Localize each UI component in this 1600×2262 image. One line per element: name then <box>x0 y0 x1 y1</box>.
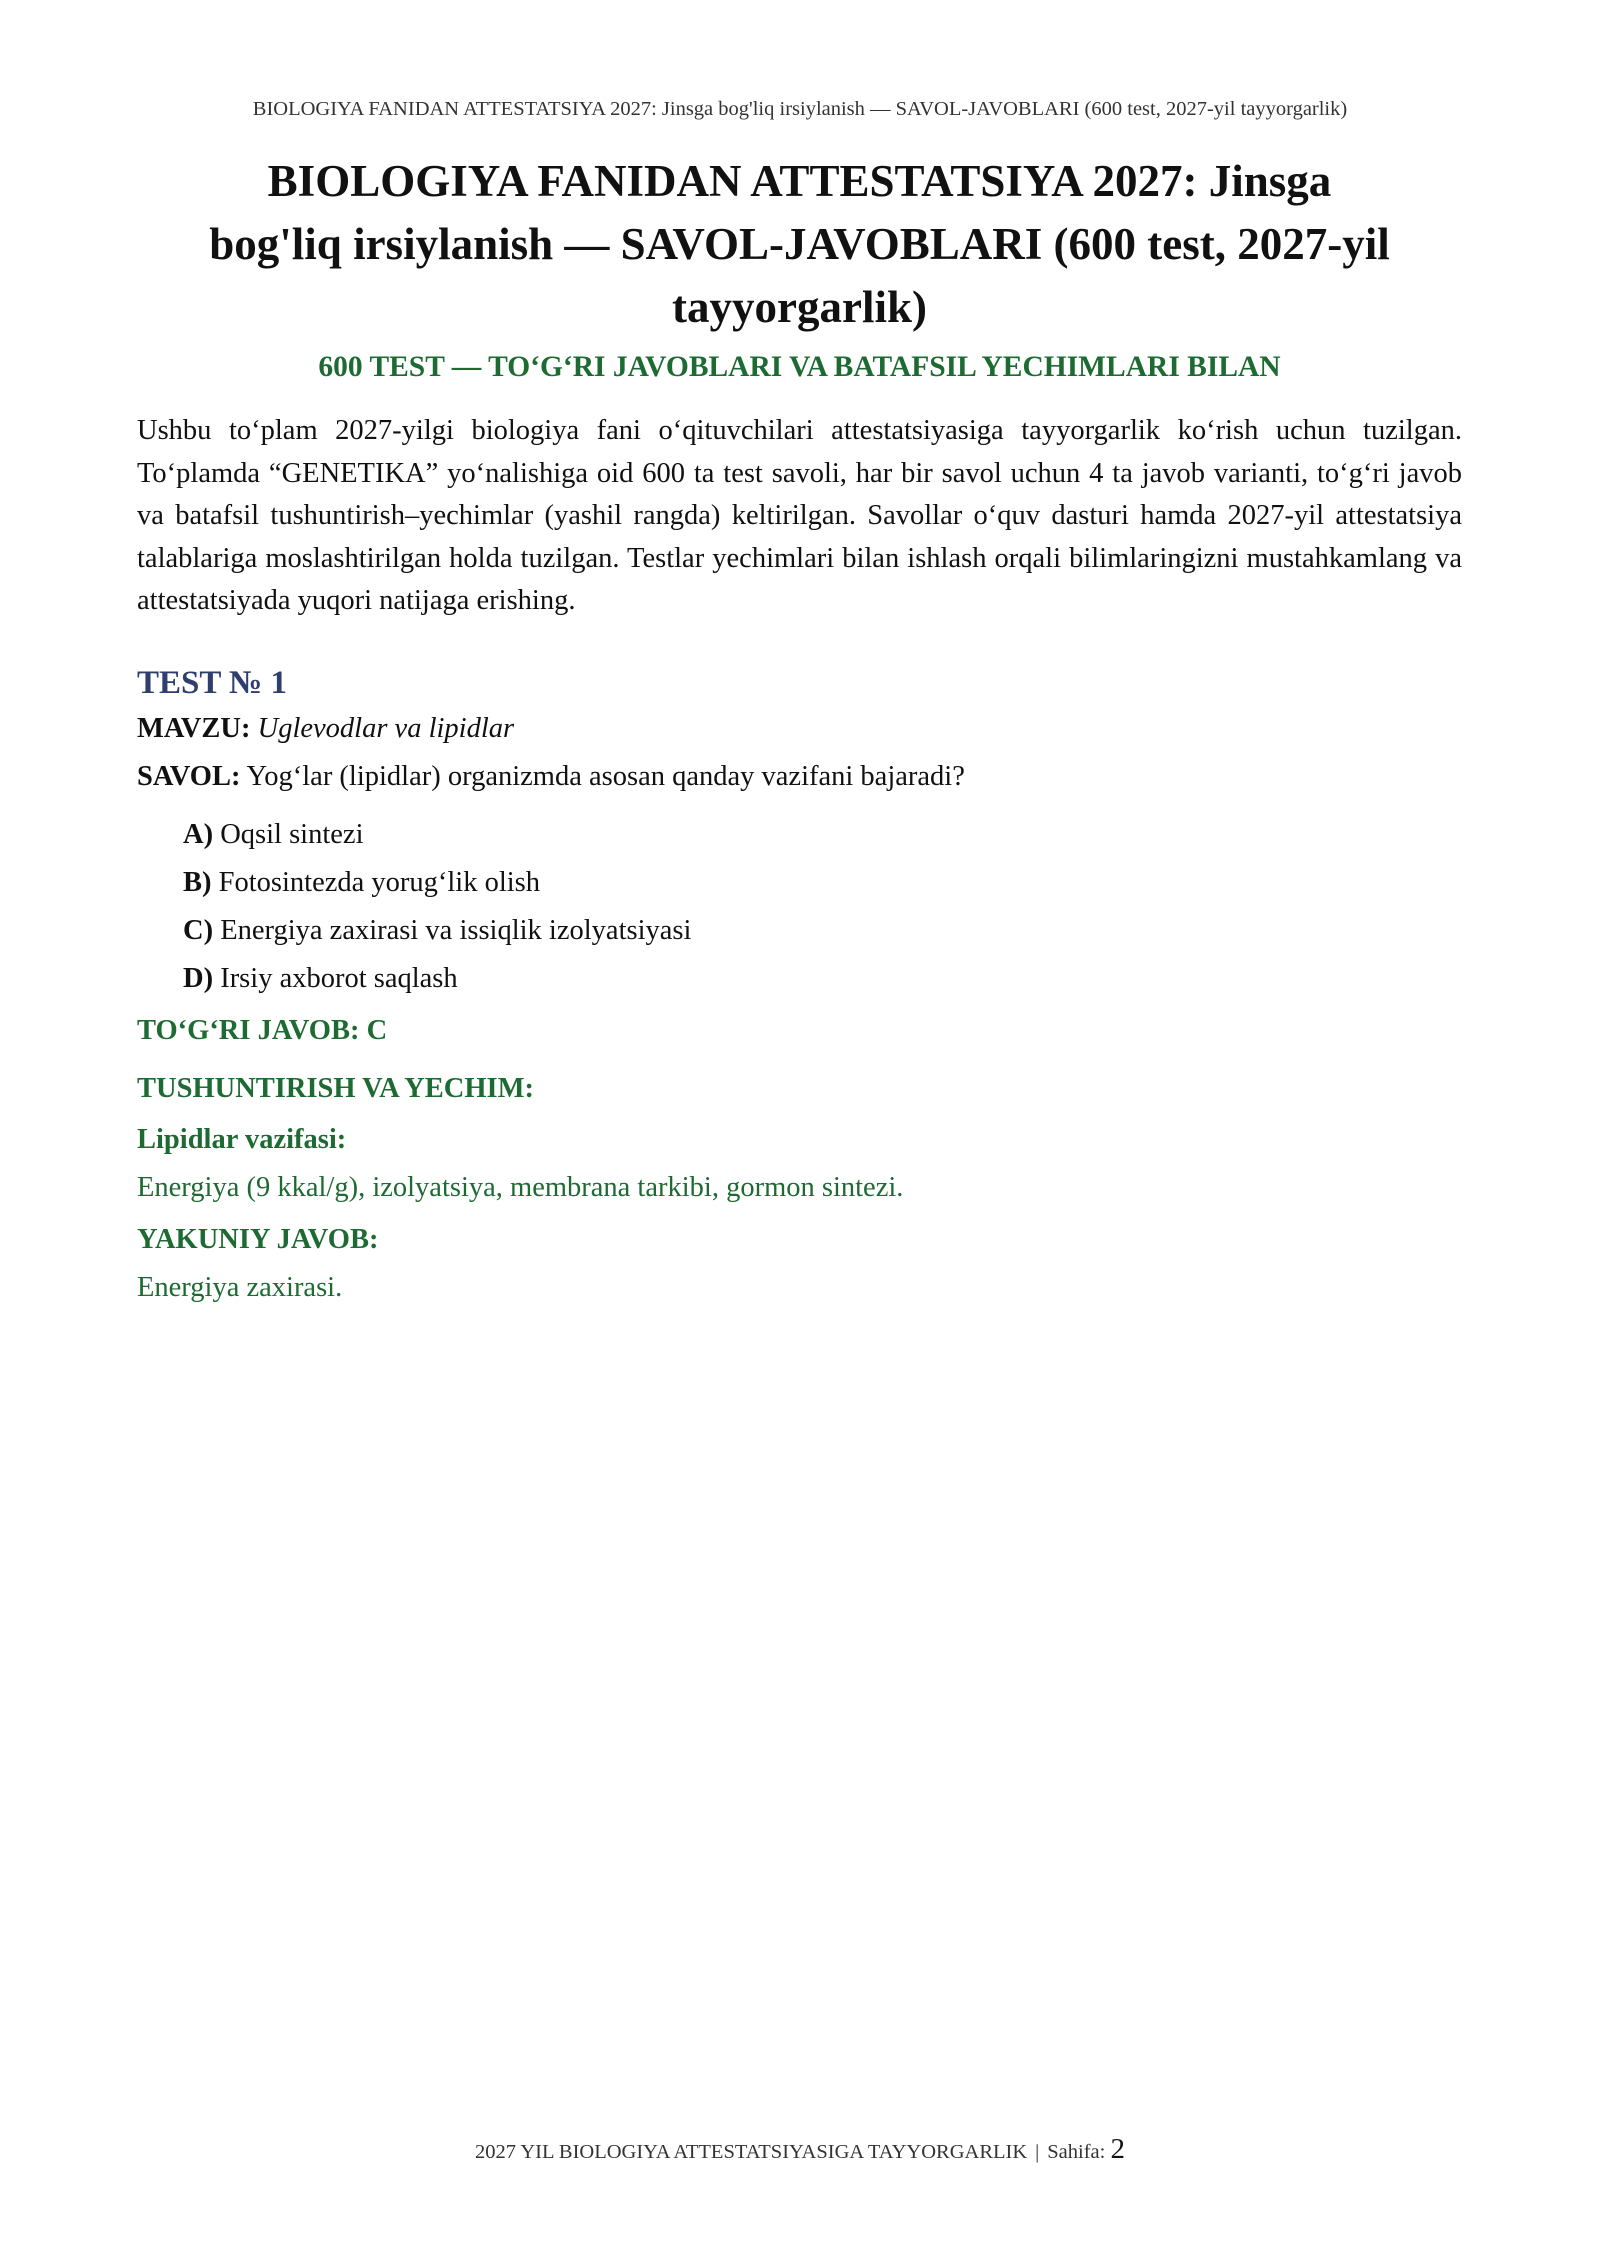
question-line <box>137 757 1462 797</box>
final-answer-heading: YAKUNIY JAVOB: <box>137 1223 379 1255</box>
final-answer-text: Energiya zaxirasi. <box>137 1271 343 1303</box>
explanation-heading: TUSHUNTIRISH VA YECHIM: <box>137 1072 534 1104</box>
option-text: Fotosintezda yorug‘lik olish <box>218 866 541 898</box>
option-text: Irsiy axborot saqlash <box>220 962 458 994</box>
title-line-3: tayyorgarlik) <box>672 282 927 332</box>
page-label: Sahifa: <box>1047 2141 1106 2163</box>
explanation-subheading: Lipidlar vazifasi: <box>137 1123 347 1155</box>
question-text: Yog‘lar (lipidlar) organizmda asosan qanday vazifani bajaradi? <box>246 760 965 792</box>
explanation-text: Energiya (9 kkal/g), izolyatsiya, membrana tarkibi, gormon sintezi. <box>137 1171 904 1203</box>
option-text: Oqsil sintezi <box>220 818 364 850</box>
topic-value: Uglevodlar va lipidlar <box>257 712 515 744</box>
page-footer <box>0 2133 1600 2166</box>
option-letter: D) <box>183 962 214 994</box>
option-letter: B) <box>183 866 212 898</box>
title-line-1: BIOLOGIYA FANIDAN ATTESTATSIYA 2027: Jinsga <box>267 156 1332 206</box>
correct-answer: TO‘G‘RI JAVOB: C <box>137 1014 388 1046</box>
question-label: SAVOL: <box>137 760 241 792</box>
option-text: Energiya zaxirasi va issiqlik izolyatsiyasi <box>220 914 692 946</box>
title-line-2: bog'liq irsiylanish — SAVOL-JAVOBLARI (600 test, 2027-yil <box>209 219 1390 269</box>
topic-label: MAVZU: <box>137 712 251 744</box>
option-letter: C) <box>183 914 214 946</box>
footer-separator: | <box>1035 2141 1040 2163</box>
test-heading: TEST № 1 <box>137 664 287 701</box>
option-b <box>183 859 1462 907</box>
option-d <box>183 955 1462 1003</box>
answer-options <box>183 811 1462 1003</box>
option-a <box>183 811 1462 859</box>
option-letter: A) <box>183 818 214 850</box>
page-content <box>137 150 1462 1308</box>
intro-paragraph: Ushbu to‘plam 2027-yilgi biologiya fani o‘qituvchilari attestatsiyasiga tayyorgarlik ko‘rish uchun tuzilgan. To‘plamda “GENETIKA” yo‘nalishiga oid 600 ta test savoli, har bir savol uchun 4 ta javob varianti, to‘g‘ri javob va batafsil tushuntirish–yechimlar (yashil rangda) keltirilgan. Savollar o‘quv dasturi hamda 2027-yil attestatsiya talablariga moslashtirilgan holda tuzilgan. Testlar yechimlari bilan ishlash orqali bilimlaringizni mustahkamlang va attestatsiyada yuqori natijaga erishing. <box>137 415 1462 616</box>
document-title <box>137 150 1462 339</box>
topic-line <box>137 709 1462 749</box>
footer-text: 2027 YIL BIOLOGIYA ATTESTATSIYASIGA TAYYORGARLIK <box>475 2141 1028 2163</box>
option-c <box>183 907 1462 955</box>
page-number: 2 <box>1110 2133 1125 2165</box>
document-subtitle: 600 TEST — TO‘G‘RI JAVOBLARI VA BATAFSIL YECHIMLARI BILAN <box>318 351 1281 383</box>
running-header: BIOLOGIYA FANIDAN ATTESTATSIYA 2027: Jinsga bog'liq irsiylanish — SAVOL-JAVOBLARI (600 test, 2027-yil tayyorgarlik) <box>252 98 1348 120</box>
